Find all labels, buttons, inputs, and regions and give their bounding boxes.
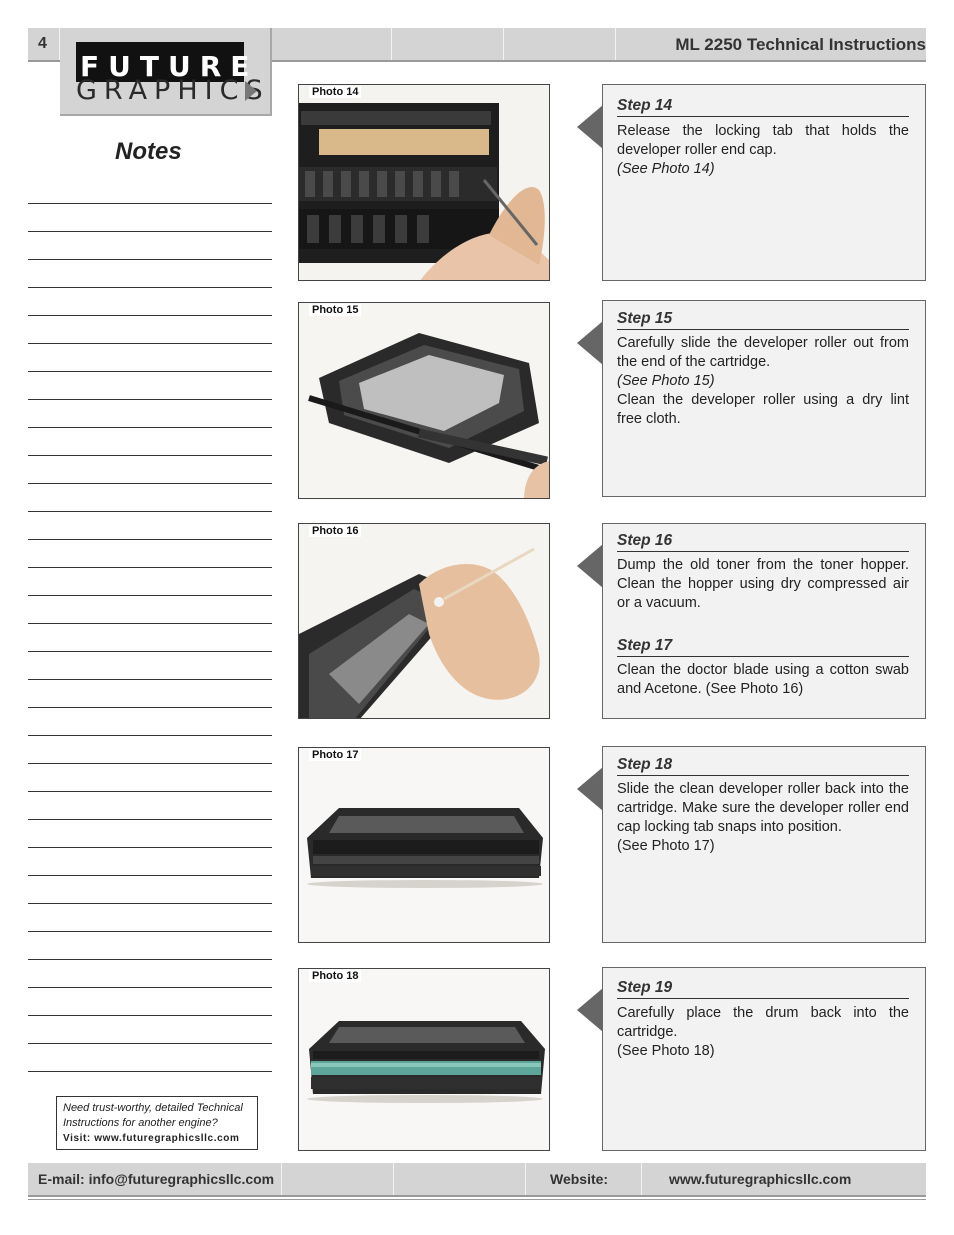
step-title: Step 18 <box>617 755 909 776</box>
note-line <box>28 651 272 652</box>
step-instruction: Clean the doctor blade using a cotton swab and Acetone. (See Photo 16) <box>617 662 909 697</box>
note-line <box>28 791 272 792</box>
note-line <box>28 399 272 400</box>
step-instruction: Carefully place the drum back into the cartridge. <box>617 1005 909 1040</box>
photo-label: Photo 17 <box>309 749 361 761</box>
photo-label: Photo 15 <box>309 304 361 316</box>
pointer-arrow-icon <box>577 321 603 365</box>
footer-website-link[interactable]: www.futuregraphicsllc.com <box>669 1171 852 1187</box>
note-line <box>28 1071 272 1072</box>
note-line <box>28 819 272 820</box>
note-line <box>28 959 272 960</box>
photo-14 <box>298 84 550 281</box>
logo-text-future: FUTURE <box>80 50 259 83</box>
step-instruction: Slide the clean developer roller back into the cartridge. Make sure the developer roller end cap locking tab snaps into position. <box>617 781 909 835</box>
note-line <box>28 763 272 764</box>
pointer-arrow-icon <box>577 767 603 811</box>
step-title: Step 17 <box>617 636 909 657</box>
step-photo-ref: (See Photo 17) <box>617 838 715 854</box>
note-line <box>28 987 272 988</box>
note-line <box>28 203 272 204</box>
photo-16-image <box>299 524 550 719</box>
note-line <box>28 931 272 932</box>
note-line <box>28 595 272 596</box>
photo-16 <box>298 523 550 719</box>
pointer-arrow-icon <box>577 105 603 149</box>
step-title: Step 19 <box>617 978 909 999</box>
note-line <box>28 623 272 624</box>
note-line <box>28 1043 272 1044</box>
note-line <box>28 455 272 456</box>
note-line <box>28 847 272 848</box>
photo-18-image <box>299 969 550 1151</box>
header-cell <box>392 28 504 60</box>
photo-label: Photo 14 <box>309 86 361 98</box>
logo-text-graphics: GRAPHICS <box>76 75 270 106</box>
page-title: ML 2250 Technical Instructions <box>675 35 926 54</box>
note-line <box>28 707 272 708</box>
step-title: Step 16 <box>617 531 909 552</box>
note-line <box>28 315 272 316</box>
note-line <box>28 875 272 876</box>
step-text <box>617 661 909 699</box>
photo-17 <box>298 747 550 943</box>
photo-15 <box>298 302 550 499</box>
header-cell <box>272 28 392 60</box>
notes-title: Notes <box>115 138 182 165</box>
step-title: Step 14 <box>617 96 909 117</box>
promo-line: Need trust-worthy, detailed Technical <box>63 1102 243 1114</box>
photo-15-image <box>299 303 550 499</box>
step-text <box>617 334 909 429</box>
step-title: Step 15 <box>617 309 909 330</box>
step-16-17-box <box>602 523 926 719</box>
note-line <box>28 511 272 512</box>
promo-visit-link[interactable]: Visit: www.futuregraphicsllc.com <box>63 1133 240 1144</box>
photo-17-image <box>299 748 550 943</box>
note-line <box>28 539 272 540</box>
step-instruction: Release the locking tab that holds the developer roller end cap. <box>617 123 909 158</box>
photo-14-image <box>299 85 550 281</box>
step-instruction: Carefully slide the developer roller out from the end of the cartridge. <box>617 335 909 370</box>
note-line <box>28 427 272 428</box>
footer-cell <box>394 1163 526 1195</box>
note-line <box>28 231 272 232</box>
note-line <box>28 735 272 736</box>
note-line <box>28 483 272 484</box>
step-18-box <box>602 746 926 943</box>
step-photo-ref: (See Photo 14) <box>617 161 715 177</box>
page-number: 4 <box>38 35 47 52</box>
footer-rule <box>28 1199 926 1200</box>
footer-email[interactable]: E-mail: info@futuregraphicsllc.com <box>38 1171 275 1187</box>
note-line <box>28 903 272 904</box>
step-14-box <box>602 84 926 281</box>
step-15-box <box>602 300 926 497</box>
step-text <box>617 556 909 613</box>
promo-box <box>56 1096 258 1150</box>
note-line <box>28 259 272 260</box>
note-line <box>28 371 272 372</box>
note-line <box>28 287 272 288</box>
footer-cell <box>282 1163 394 1195</box>
logo-arrow-icon <box>245 81 257 101</box>
note-line <box>28 679 272 680</box>
footer-website-label: Website: <box>550 1171 609 1187</box>
step-instruction: Clean the developer roller using a dry lint free cloth. <box>617 392 909 427</box>
step-text <box>617 122 909 179</box>
photo-18 <box>298 968 550 1151</box>
step-text <box>617 1004 909 1061</box>
step-photo-ref: (See Photo 15) <box>617 373 715 389</box>
photo-label: Photo 18 <box>309 970 361 982</box>
note-line <box>28 343 272 344</box>
promo-line: Instructions for another engine? <box>63 1117 218 1129</box>
photo-label: Photo 16 <box>309 525 361 537</box>
step-instruction: Dump the old toner from the toner hopper. Clean the hopper using dry compressed air or a vacuum. <box>617 557 909 611</box>
step-text <box>617 780 909 856</box>
step-photo-ref: (See Photo 18) <box>617 1043 715 1059</box>
note-line <box>28 1015 272 1016</box>
pointer-arrow-icon <box>577 544 603 588</box>
step-19-box <box>602 967 926 1151</box>
header-cell <box>504 28 616 60</box>
pointer-arrow-icon <box>577 988 603 1032</box>
note-line <box>28 567 272 568</box>
